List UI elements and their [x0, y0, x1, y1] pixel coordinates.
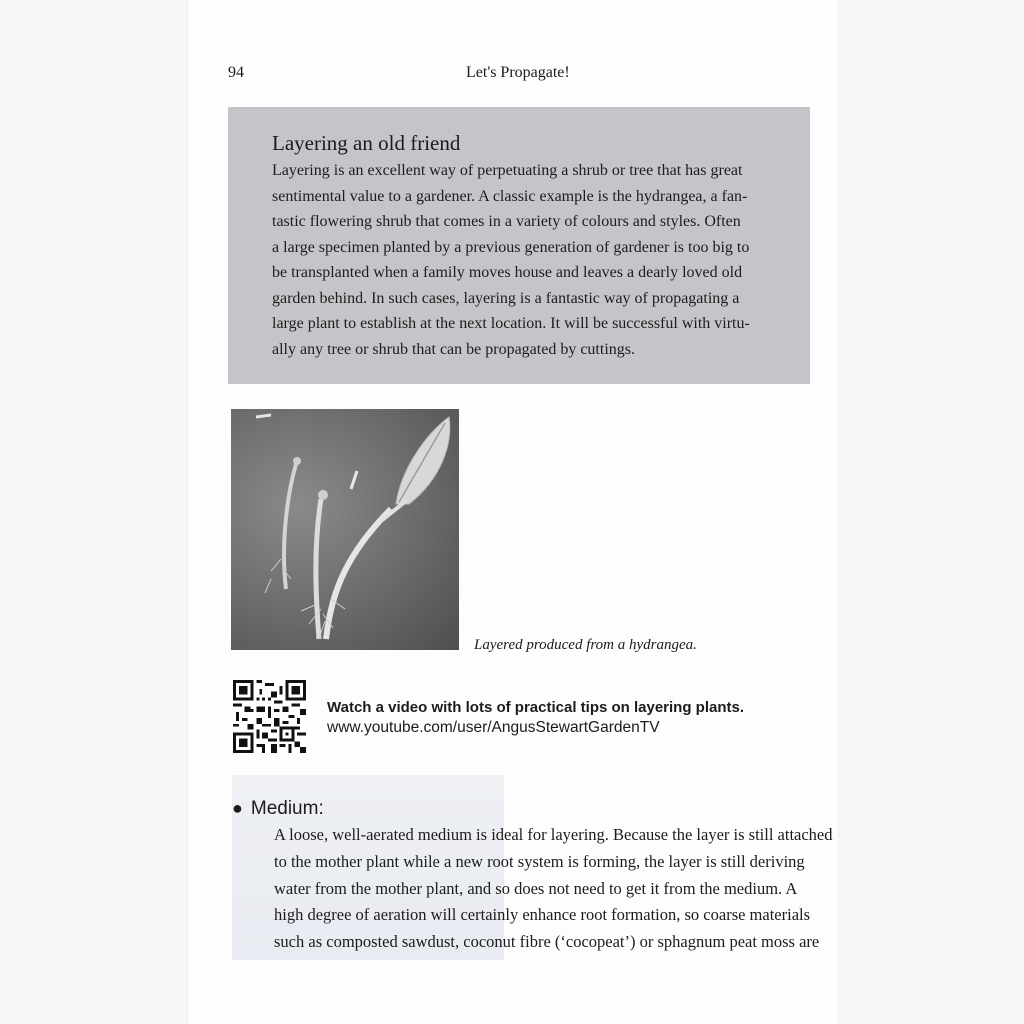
video-url[interactable]: www.youtube.com/user/AngusStewartGardenTV	[327, 719, 660, 736]
running-head: Let's Propagate!	[466, 64, 570, 81]
boxout-line: Layering is an excellent way of perpetuating a shrub or tree that has great	[272, 162, 743, 179]
page-number: 94	[228, 64, 244, 81]
qr-code[interactable]	[233, 680, 306, 753]
boxout-line: be transplanted when a family moves house and leaves a dearly loved old	[272, 264, 743, 281]
body-line: high degree of aeration will certainly enhance root formation, so coarse materials	[274, 905, 811, 925]
section-body	[274, 822, 833, 956]
boxout-line: ally any tree or shrub that can be propagated by cuttings.	[272, 340, 635, 358]
boxout-line: large plant to establish at the next location. It will be successful with virtu-	[272, 315, 750, 332]
boxout-title: Layering an old friend	[272, 131, 461, 155]
hydrangea-plant-illustration	[231, 409, 459, 650]
boxout-line: a large specimen planted by a previous generation of gardener is too big to	[272, 238, 750, 256]
body-line: A loose, well-aerated medium is ideal for layering. Because the layer is still attached	[274, 825, 833, 844]
body-line: to the mother plant while a new root system is forming, the layer is still deriving	[274, 851, 805, 871]
boxout-body	[272, 158, 787, 362]
hydrangea-layer-photo	[231, 409, 459, 650]
boxout-line: garden behind. In such cases, layering is a fantastic way of propagating a	[272, 289, 740, 307]
boxout-line: tastic flowering shrub that comes in a variety of colours and styles. Often	[272, 213, 741, 230]
video-prompt: Watch a video with lots of practical tips on layering plants.	[327, 699, 745, 716]
boxout-line: sentimental value to a gardener. A classic example is the hydrangea, a fan-	[272, 187, 748, 205]
boxout-panel	[228, 107, 810, 384]
body-line: water from the mother plant, and so does not need to get it from the medium. A	[274, 878, 798, 898]
section-heading-label: Medium:	[250, 798, 324, 819]
section-heading	[232, 798, 324, 820]
body-line: such as composted sawdust, coconut fibre (‘cocopeat’) or sphagnum peat moss are	[274, 932, 820, 952]
bullet-icon: ●	[232, 798, 243, 818]
figure-caption: Layered produced from a hydrangea.	[474, 637, 697, 653]
